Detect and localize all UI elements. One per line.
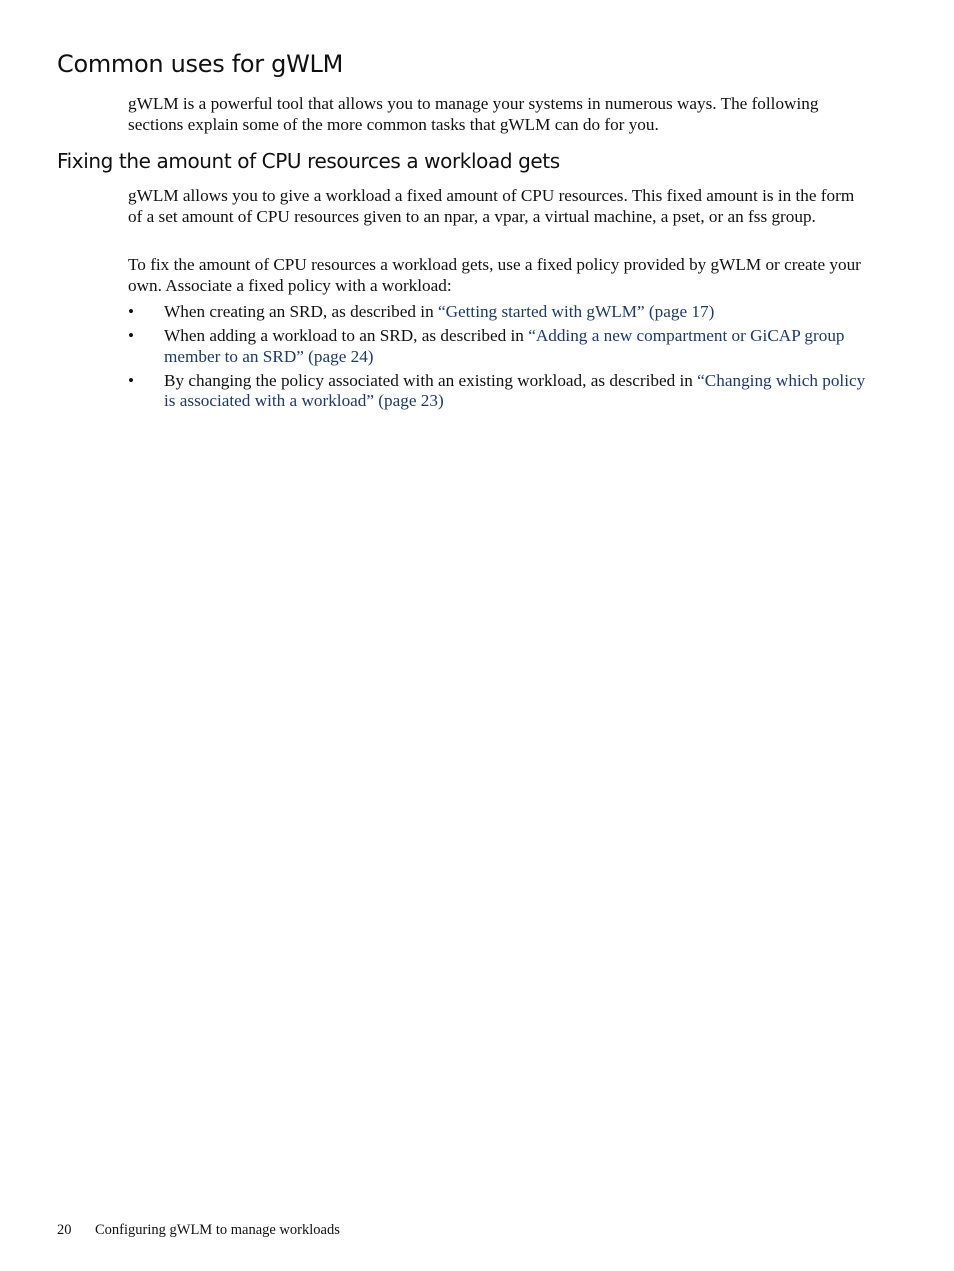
list-item-text: When creating an SRD, as described in — [164, 302, 438, 321]
bullet-icon: • — [128, 326, 135, 346]
list-item-text: By changing the policy associated with an existing workload, as described in — [164, 370, 698, 390]
cross-reference-link[interactable]: “Getting started with gWLM” (page 17) — [437, 302, 715, 321]
cross-reference-link[interactable]: “Changing which policy is associated with a workload” (page 23) — [164, 370, 866, 411]
list-item — [128, 302, 870, 323]
body-paragraph: gWLM allows you to give a workload a fixed amount of CPU resources. This fixed amount is in the form of a set amount of CPU resources given to an npar, a vpar, a virtual machine, a pset, or an fss group. — [128, 186, 855, 226]
intro-paragraph: gWLM is a powerful tool that allows you to manage your systems in numerous ways. The following sections explain some of the more common tasks that gWLM can do for you. — [128, 94, 819, 134]
list-item-text: When adding a workload to an SRD, as described in — [164, 326, 529, 346]
subsection-title: Fixing the amount of CPU resources a workload gets — [57, 149, 560, 173]
bullet-icon: • — [128, 370, 135, 390]
page-footer — [57, 1222, 340, 1239]
bullet-icon: • — [128, 302, 135, 321]
list-item — [128, 371, 870, 412]
bullet-list — [128, 302, 870, 415]
list-item — [128, 326, 870, 367]
section-title: Common uses for gWLM — [57, 50, 344, 78]
page-number: 20 — [57, 1222, 72, 1238]
body-paragraph: To fix the amount of CPU resources a workload gets, use a fixed policy provided by gWLM or create your own. Associate a fixed policy with a workload: — [128, 255, 861, 295]
cross-reference-link[interactable]: “Adding a new compartment or GiCAP group member to an SRD” (page 24) — [164, 326, 845, 366]
chapter-title: Configuring gWLM to manage workloads — [95, 1222, 340, 1238]
